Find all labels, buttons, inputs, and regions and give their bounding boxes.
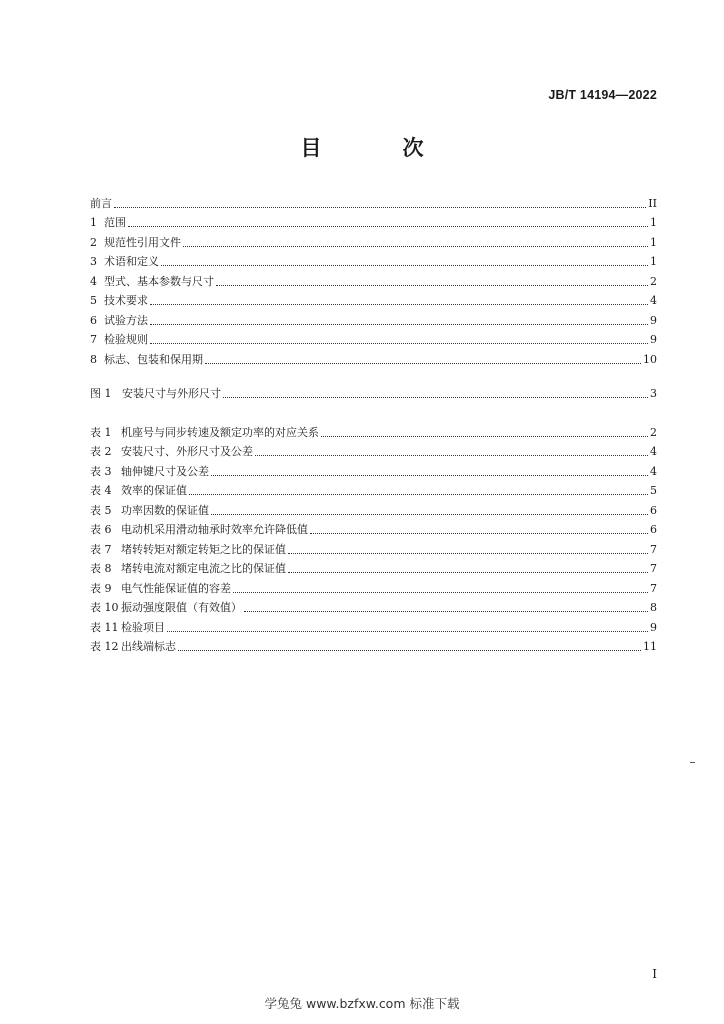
section-title: 术语和定义 xyxy=(104,255,159,268)
table-page-number: 2 xyxy=(650,425,657,439)
dot-leader xyxy=(211,514,648,515)
section-number: 5 xyxy=(90,294,97,307)
section-page-number: 10 xyxy=(643,352,657,366)
table-entry[interactable] xyxy=(90,576,657,596)
table-page-number: 8 xyxy=(650,601,657,614)
dot-leader xyxy=(288,553,648,554)
table-title: 功率因数的保证值 xyxy=(121,503,209,517)
dot-leader xyxy=(150,343,648,344)
table-title: 堵转转矩对额定转矩之比的保证值 xyxy=(121,542,286,556)
table-number: 表 11 xyxy=(90,620,119,634)
section-number: 8 xyxy=(90,352,97,366)
table-entry[interactable] xyxy=(90,557,657,577)
table-entry[interactable] xyxy=(90,537,657,557)
page-title: 目 次 xyxy=(300,136,454,160)
section-number: 6 xyxy=(90,313,97,327)
section-number: 7 xyxy=(90,333,97,346)
table-entry[interactable] xyxy=(90,615,657,635)
table-number: 表 4 xyxy=(90,484,112,497)
table-title: 轴伸键尺寸及公差 xyxy=(121,464,209,478)
table-page-number: 5 xyxy=(650,484,657,497)
table-entry[interactable] xyxy=(90,518,657,538)
dot-leader xyxy=(223,397,648,398)
table-entry[interactable] xyxy=(90,498,657,518)
table-title: 检验项目 xyxy=(121,620,165,634)
section-title: 型式、基本参数与尺寸 xyxy=(104,274,214,288)
section-entry[interactable] xyxy=(90,211,657,231)
section-title: 规范性引用文件 xyxy=(104,235,181,249)
section-entry[interactable] xyxy=(90,308,657,328)
table-title: 安装尺寸、外形尺寸及公差 xyxy=(121,445,253,458)
section-number: 4 xyxy=(90,274,97,288)
dot-leader xyxy=(310,533,648,534)
dot-leader xyxy=(183,246,648,247)
table-page-number: 9 xyxy=(650,620,657,634)
table-page-number: 4 xyxy=(650,445,657,458)
table-title: 堵转电流对额定电流之比的保证值 xyxy=(121,562,286,575)
table-page-number: 4 xyxy=(650,464,657,478)
dot-leader xyxy=(211,475,648,476)
dot-leader xyxy=(233,592,648,593)
table-title: 电气性能保证值的容差 xyxy=(121,581,231,595)
dot-leader xyxy=(114,207,646,208)
section-page-number: 2 xyxy=(650,274,657,288)
table-page-number: 6 xyxy=(650,503,657,517)
dot-leader xyxy=(244,611,648,612)
section-entry[interactable] xyxy=(90,250,657,270)
page-number: I xyxy=(652,967,657,981)
table-number: 表 6 xyxy=(90,523,112,536)
section-page-number: 9 xyxy=(650,333,657,346)
table-title: 效率的保证值 xyxy=(121,484,187,497)
table-number: 表 3 xyxy=(90,464,112,478)
section-page-number: II xyxy=(648,196,657,210)
table-entry[interactable] xyxy=(90,635,657,655)
dot-leader xyxy=(216,285,648,286)
table-entry[interactable] xyxy=(90,459,657,479)
table-title: 机座号与同步转速及额定功率的对应关系 xyxy=(121,425,319,439)
table-entry[interactable] xyxy=(90,596,657,616)
figure-number: 图 1 xyxy=(90,386,112,400)
watermark-text: 学兔兔 www.bzfxw.com 标准下载 xyxy=(264,996,460,1011)
dot-leader xyxy=(167,631,648,632)
dot-leader xyxy=(150,304,648,305)
dot-leader xyxy=(178,650,641,651)
table-title: 振动强度限值（有效值） xyxy=(121,601,242,614)
table-page-number: 11 xyxy=(643,640,657,653)
section-entry[interactable] xyxy=(90,191,657,211)
dot-leader xyxy=(161,265,648,266)
section-title: 范围 xyxy=(104,216,126,229)
section-number: 1 xyxy=(90,216,97,229)
table-page-number: 7 xyxy=(650,542,657,556)
dot-leader xyxy=(288,572,648,573)
section-title: 技术要求 xyxy=(104,294,148,307)
section-page-number: 1 xyxy=(650,216,657,229)
table-number: 表 10 xyxy=(90,601,119,614)
section-entry[interactable] xyxy=(90,328,657,348)
toc-sections xyxy=(90,191,657,367)
section-title: 检验规则 xyxy=(104,333,148,346)
table-number: 表 5 xyxy=(90,503,112,517)
figure-page-number: 3 xyxy=(650,386,657,400)
section-title: 标志、包装和保用期 xyxy=(104,352,203,366)
table-entry[interactable] xyxy=(90,420,657,440)
toc-tables xyxy=(90,420,657,654)
dot-leader xyxy=(205,363,641,364)
dot-leader xyxy=(255,455,648,456)
table-number: 表 8 xyxy=(90,562,112,575)
section-page-number: 1 xyxy=(650,255,657,268)
section-page-number: 1 xyxy=(650,235,657,249)
table-page-number: 7 xyxy=(650,581,657,595)
table-title: 电动机采用滑动轴承时效率允许降低值 xyxy=(121,523,308,536)
section-entry[interactable] xyxy=(90,230,657,250)
dot-leader xyxy=(150,324,648,325)
dot-leader xyxy=(189,494,648,495)
section-number: 3 xyxy=(90,255,97,268)
figure-title: 安装尺寸与外形尺寸 xyxy=(122,386,221,400)
dot-leader xyxy=(321,436,648,437)
section-title: 试验方法 xyxy=(104,313,148,327)
toc-figures xyxy=(90,381,657,401)
section-entry[interactable] xyxy=(90,289,657,309)
table-number: 表 12 xyxy=(90,640,119,653)
table-title: 出线端标志 xyxy=(121,640,176,653)
section-number: 2 xyxy=(90,235,97,249)
table-number: 表 2 xyxy=(90,445,112,458)
section-page-number: 4 xyxy=(650,294,657,307)
section-entry[interactable] xyxy=(90,269,657,289)
table-page-number: 6 xyxy=(650,523,657,536)
table-number: 表 1 xyxy=(90,425,112,439)
section-title: 前言 xyxy=(90,196,112,210)
section-entry[interactable] xyxy=(90,347,657,367)
table-entry[interactable] xyxy=(90,440,657,460)
table-entry[interactable] xyxy=(90,479,657,499)
table-page-number: 7 xyxy=(650,562,657,575)
dot-leader xyxy=(128,226,648,227)
section-page-number: 9 xyxy=(650,313,657,327)
margin-mark xyxy=(690,762,695,763)
table-number: 表 7 xyxy=(90,542,112,556)
table-number: 表 9 xyxy=(90,581,112,595)
standard-number: JB/T 14194—2022 xyxy=(548,88,657,102)
figure-entry[interactable] xyxy=(90,381,657,401)
